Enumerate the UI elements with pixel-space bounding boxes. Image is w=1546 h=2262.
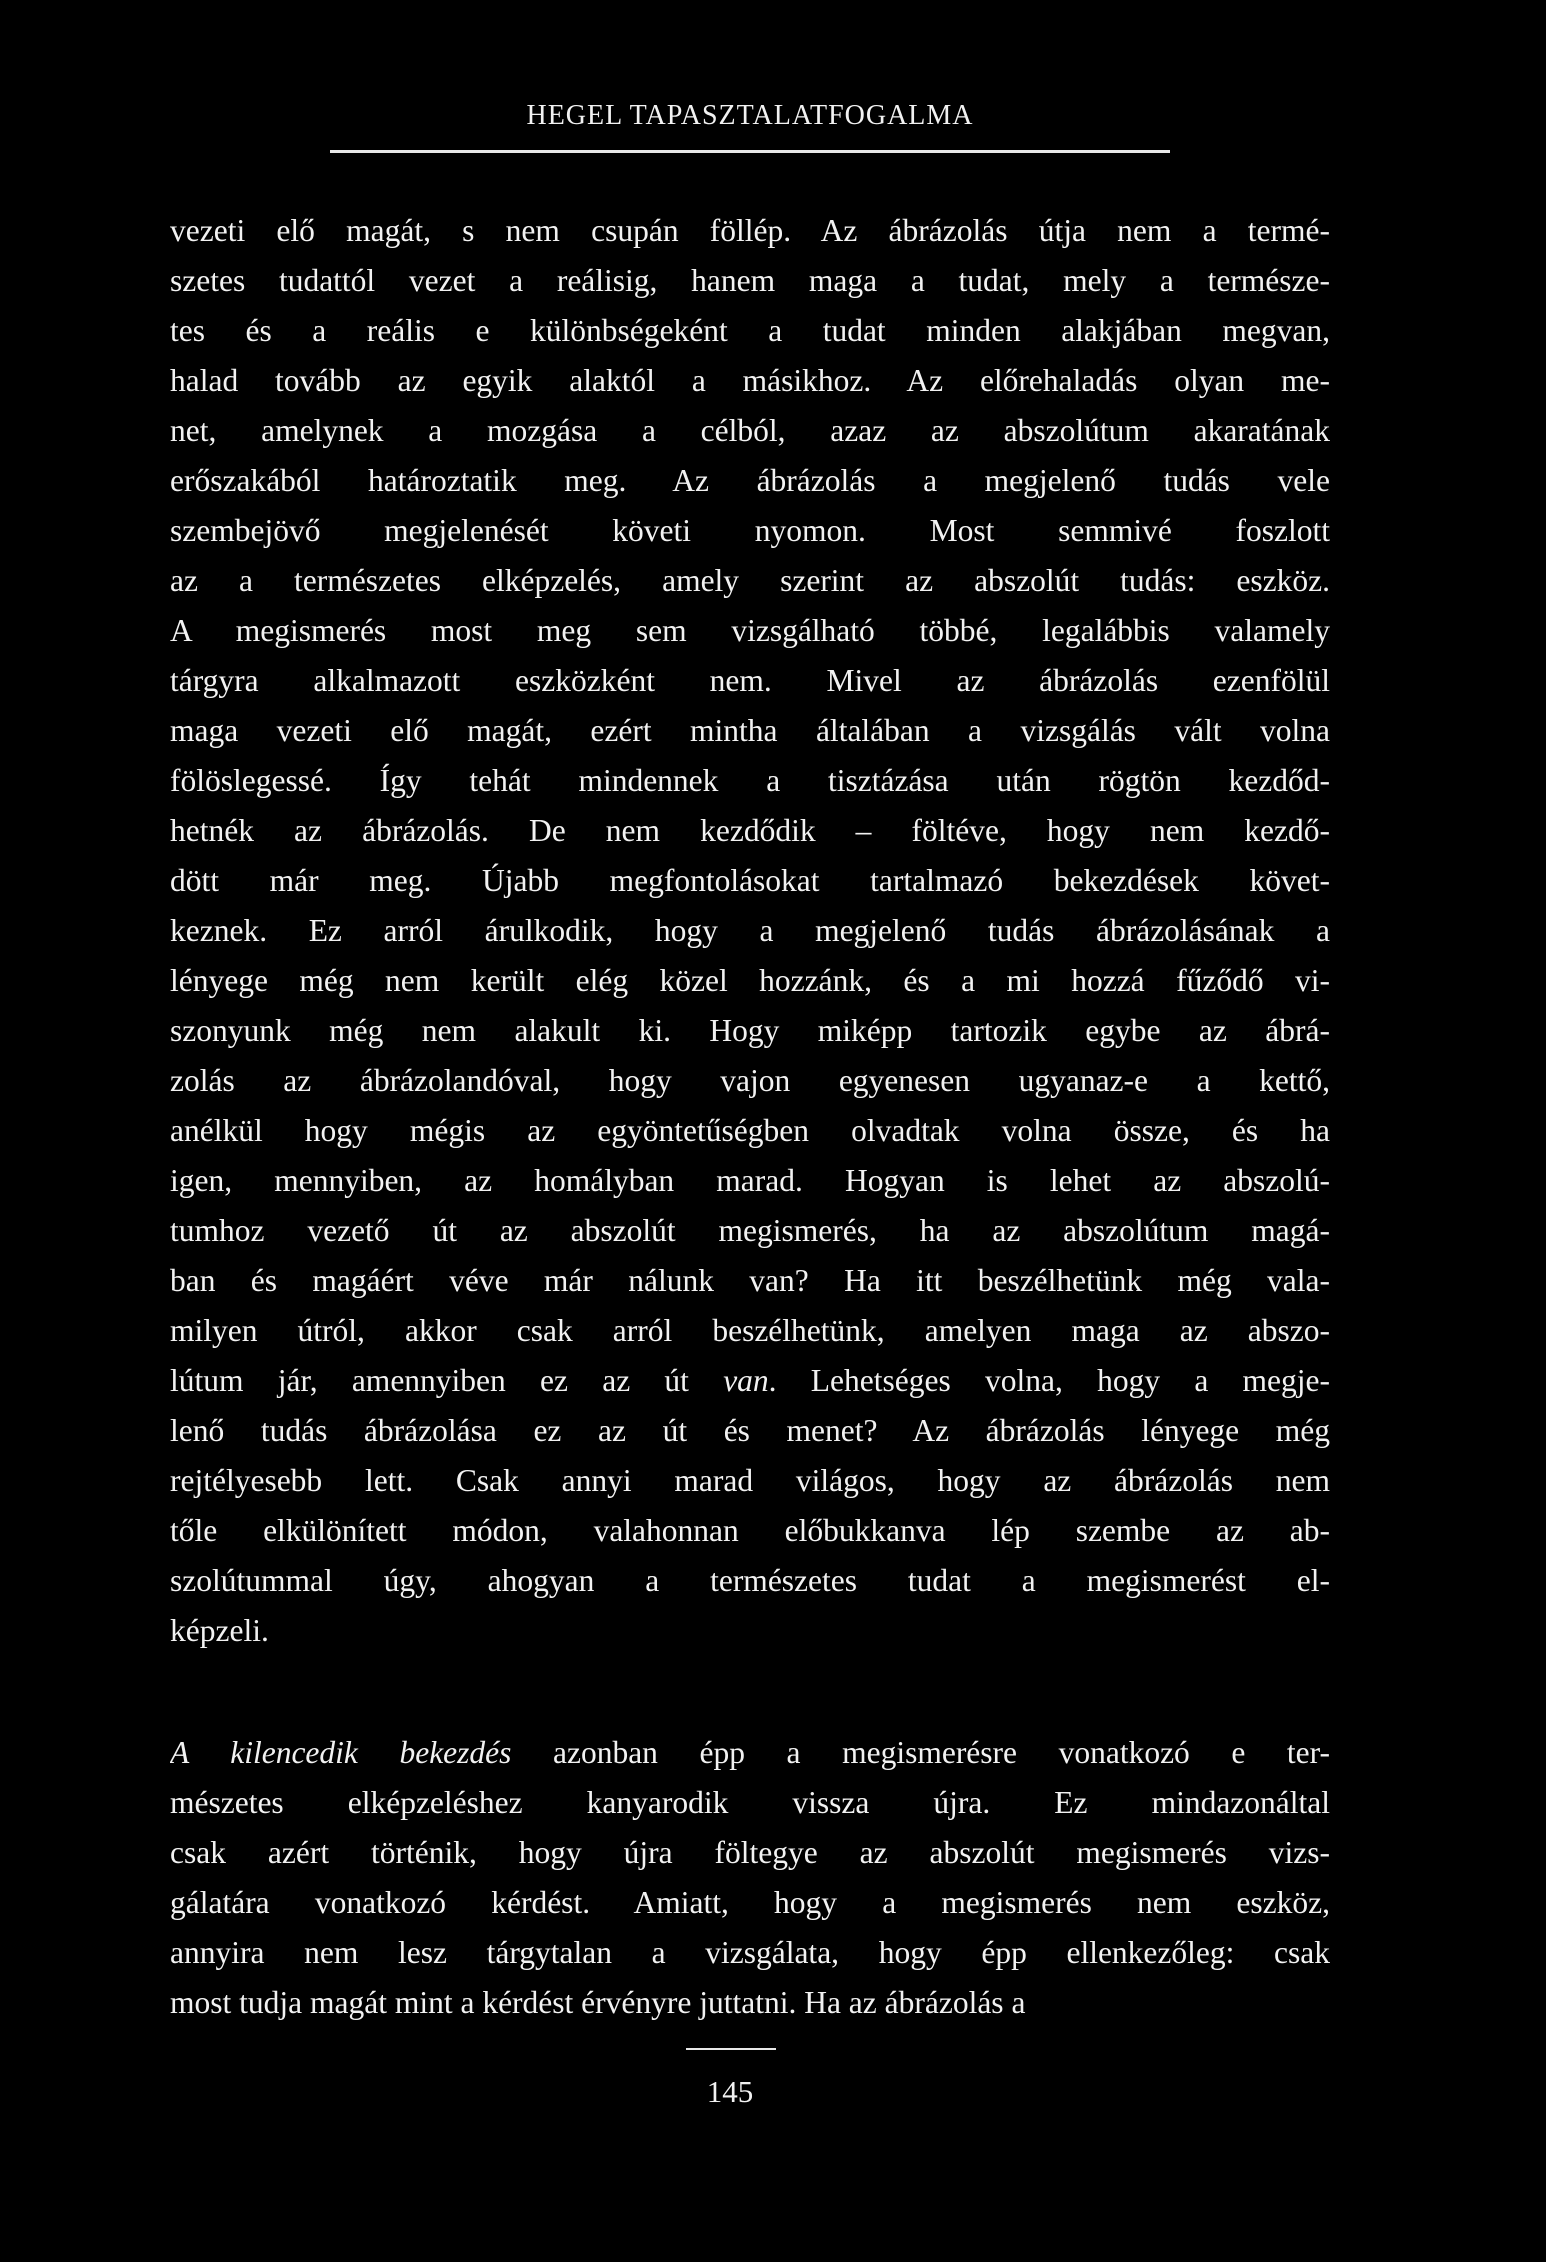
text-line bbox=[170, 1156, 1330, 1206]
text-line bbox=[170, 606, 1330, 656]
text-line bbox=[170, 956, 1330, 1006]
text-line bbox=[170, 1506, 1330, 1556]
text-line bbox=[170, 1928, 1330, 1978]
text-line bbox=[170, 1306, 1330, 1356]
text-segment: azonban épp a megismerésre vonatkozó e ter- bbox=[511, 1735, 1330, 1770]
text-line bbox=[170, 1778, 1330, 1828]
text-segment: fölöslegessé. Így tehát mindennek a tisztázása után rögtön kezdőd- bbox=[170, 763, 1330, 798]
header-rule bbox=[330, 150, 1170, 153]
text-line bbox=[170, 256, 1330, 306]
text-segment: anélkül hogy mégis az egyöntetűségben olvadtak volna össze, és ha bbox=[170, 1113, 1330, 1148]
text-segment: lenő tudás ábrázolása ez az út és menet? Az ábrázolás lényege még bbox=[170, 1413, 1330, 1448]
text-segment: annyira nem lesz tárgytalan a vizsgálata, hogy épp ellenkezőleg: csak bbox=[170, 1935, 1330, 1970]
text-segment: most tudja magát mint a kérdést érvényre juttatni. Ha az ábrázolás a bbox=[170, 1985, 1026, 2020]
text-segment: erőszakából határoztatik meg. Az ábrázolás a megjelenő tudás vele bbox=[170, 463, 1330, 498]
text-line bbox=[170, 1006, 1330, 1056]
text-line bbox=[170, 856, 1330, 906]
text-segment: maga vezeti elő magát, ezért mintha általában a vizsgálás vált volna bbox=[170, 713, 1330, 748]
italic-segment: van bbox=[723, 1363, 769, 1398]
text-segment: igen, mennyiben, az homályban marad. Hogyan is lehet az abszolú- bbox=[170, 1163, 1330, 1198]
paragraph-gap bbox=[170, 1656, 1330, 1728]
text-segment: szembejövő megjelenését követi nyomon. Most semmivé foszlott bbox=[170, 513, 1330, 548]
text-segment: A megismerés most meg sem vizsgálható többé, legalábbis valamely bbox=[170, 613, 1330, 648]
paragraph bbox=[170, 206, 1330, 1656]
text-line bbox=[170, 206, 1330, 256]
text-line bbox=[170, 1106, 1330, 1156]
body-text bbox=[170, 206, 1330, 2028]
text-line bbox=[170, 356, 1330, 406]
text-line bbox=[170, 806, 1330, 856]
text-segment: dött már meg. Újabb megfontolásokat tartalmazó bekezdések követ- bbox=[170, 863, 1330, 898]
text-line bbox=[170, 1978, 1330, 2028]
text-segment: az a természetes elképzelés, amely szerint az abszolút tudás: eszköz. bbox=[170, 563, 1330, 598]
text-line bbox=[170, 1728, 1330, 1778]
text-line bbox=[170, 506, 1330, 556]
text-segment: tumhoz vezető út az abszolút megismerés, ha az abszolútum magá- bbox=[170, 1213, 1330, 1248]
text-segment: képzeli. bbox=[170, 1613, 269, 1648]
text-segment: szetes tudattól vezet a reálisig, hanem maga a tudat, mely a természe- bbox=[170, 263, 1330, 298]
text-segment: gálatára vonatkozó kérdést. Amiatt, hogy a megismerés nem eszköz, bbox=[170, 1885, 1330, 1920]
text-segment: csak azért történik, hogy újra föltegye az abszolút megismerés vizs- bbox=[170, 1835, 1330, 1870]
text-line bbox=[170, 1406, 1330, 1456]
paragraph bbox=[170, 1728, 1330, 2028]
text-line bbox=[170, 1828, 1330, 1878]
text-line bbox=[170, 1256, 1330, 1306]
text-segment: ban és magáért véve már nálunk van? Ha itt beszélhetünk még vala- bbox=[170, 1263, 1330, 1298]
text-line bbox=[170, 1056, 1330, 1106]
text-segment: halad tovább az egyik alaktól a másikhoz. Az előrehaladás olyan me- bbox=[170, 363, 1330, 398]
text-segment: . Lehetséges volna, hogy a megje- bbox=[768, 1363, 1330, 1398]
text-segment: vezeti elő magát, s nem csupán föllép. Az ábrázolás útja nem a termé- bbox=[170, 213, 1330, 248]
text-segment: mészetes elképzeléshez kanyarodik vissza újra. Ez mindazonáltal bbox=[170, 1785, 1330, 1820]
text-line bbox=[170, 1206, 1330, 1256]
text-segment: rejtélyesebb lett. Csak annyi marad világos, hogy az ábrázolás nem bbox=[170, 1463, 1330, 1498]
text-segment: net, amelynek a mozgása a célból, azaz az abszolútum akaratának bbox=[170, 413, 1330, 448]
text-segment: zolás az ábrázolandóval, hogy vajon egyenesen ugyanaz-e a kettő, bbox=[170, 1063, 1330, 1098]
text-line bbox=[170, 1456, 1330, 1506]
text-line bbox=[170, 1878, 1330, 1928]
text-segment: lútum jár, amennyiben ez az út bbox=[170, 1363, 724, 1398]
text-segment: tárgyra alkalmazott eszközként nem. Mivel az ábrázolás ezenfölül bbox=[170, 663, 1330, 698]
text-segment: milyen útról, akkor csak arról beszélhetünk, amelyen maga az abszo- bbox=[170, 1313, 1330, 1348]
text-line bbox=[170, 406, 1330, 456]
text-segment: szolútummal úgy, ahogyan a természetes tudat a megismerést el- bbox=[170, 1563, 1330, 1598]
text-line bbox=[170, 306, 1330, 356]
text-segment: szonyunk még nem alakult ki. Hogy miképp tartozik egybe az ábrá- bbox=[170, 1013, 1330, 1048]
text-line bbox=[170, 456, 1330, 506]
text-line bbox=[170, 1606, 1330, 1656]
text-line bbox=[170, 1356, 1330, 1406]
text-line bbox=[170, 706, 1330, 756]
text-segment: keznek. Ez arról árulkodik, hogy a megjelenő tudás ábrázolásának a bbox=[170, 913, 1330, 948]
text-line bbox=[170, 556, 1330, 606]
text-line bbox=[170, 906, 1330, 956]
text-segment: tőle elkülönített módon, valahonnan előbukkanva lép szembe az ab- bbox=[170, 1513, 1330, 1548]
text-line bbox=[170, 756, 1330, 806]
footer-rule bbox=[686, 2048, 776, 2050]
text-segment: hetnék az ábrázolás. De nem kezdődik – föltéve, hogy nem kezdő- bbox=[170, 813, 1330, 848]
page-number: 145 bbox=[706, 2074, 754, 2109]
text-segment: tes és a reális e különbségeként a tudat minden alakjában megvan, bbox=[170, 313, 1330, 348]
text-segment: lényege még nem került elég közel hozzánk, és a mi hozzá fűződő vi- bbox=[170, 963, 1330, 998]
running-head: HEGEL TAPASZTALATFOGALMA bbox=[526, 100, 974, 131]
italic-segment: A kilencedik bekezdés bbox=[170, 1735, 512, 1770]
text-line bbox=[170, 656, 1330, 706]
text-line bbox=[170, 1556, 1330, 1606]
